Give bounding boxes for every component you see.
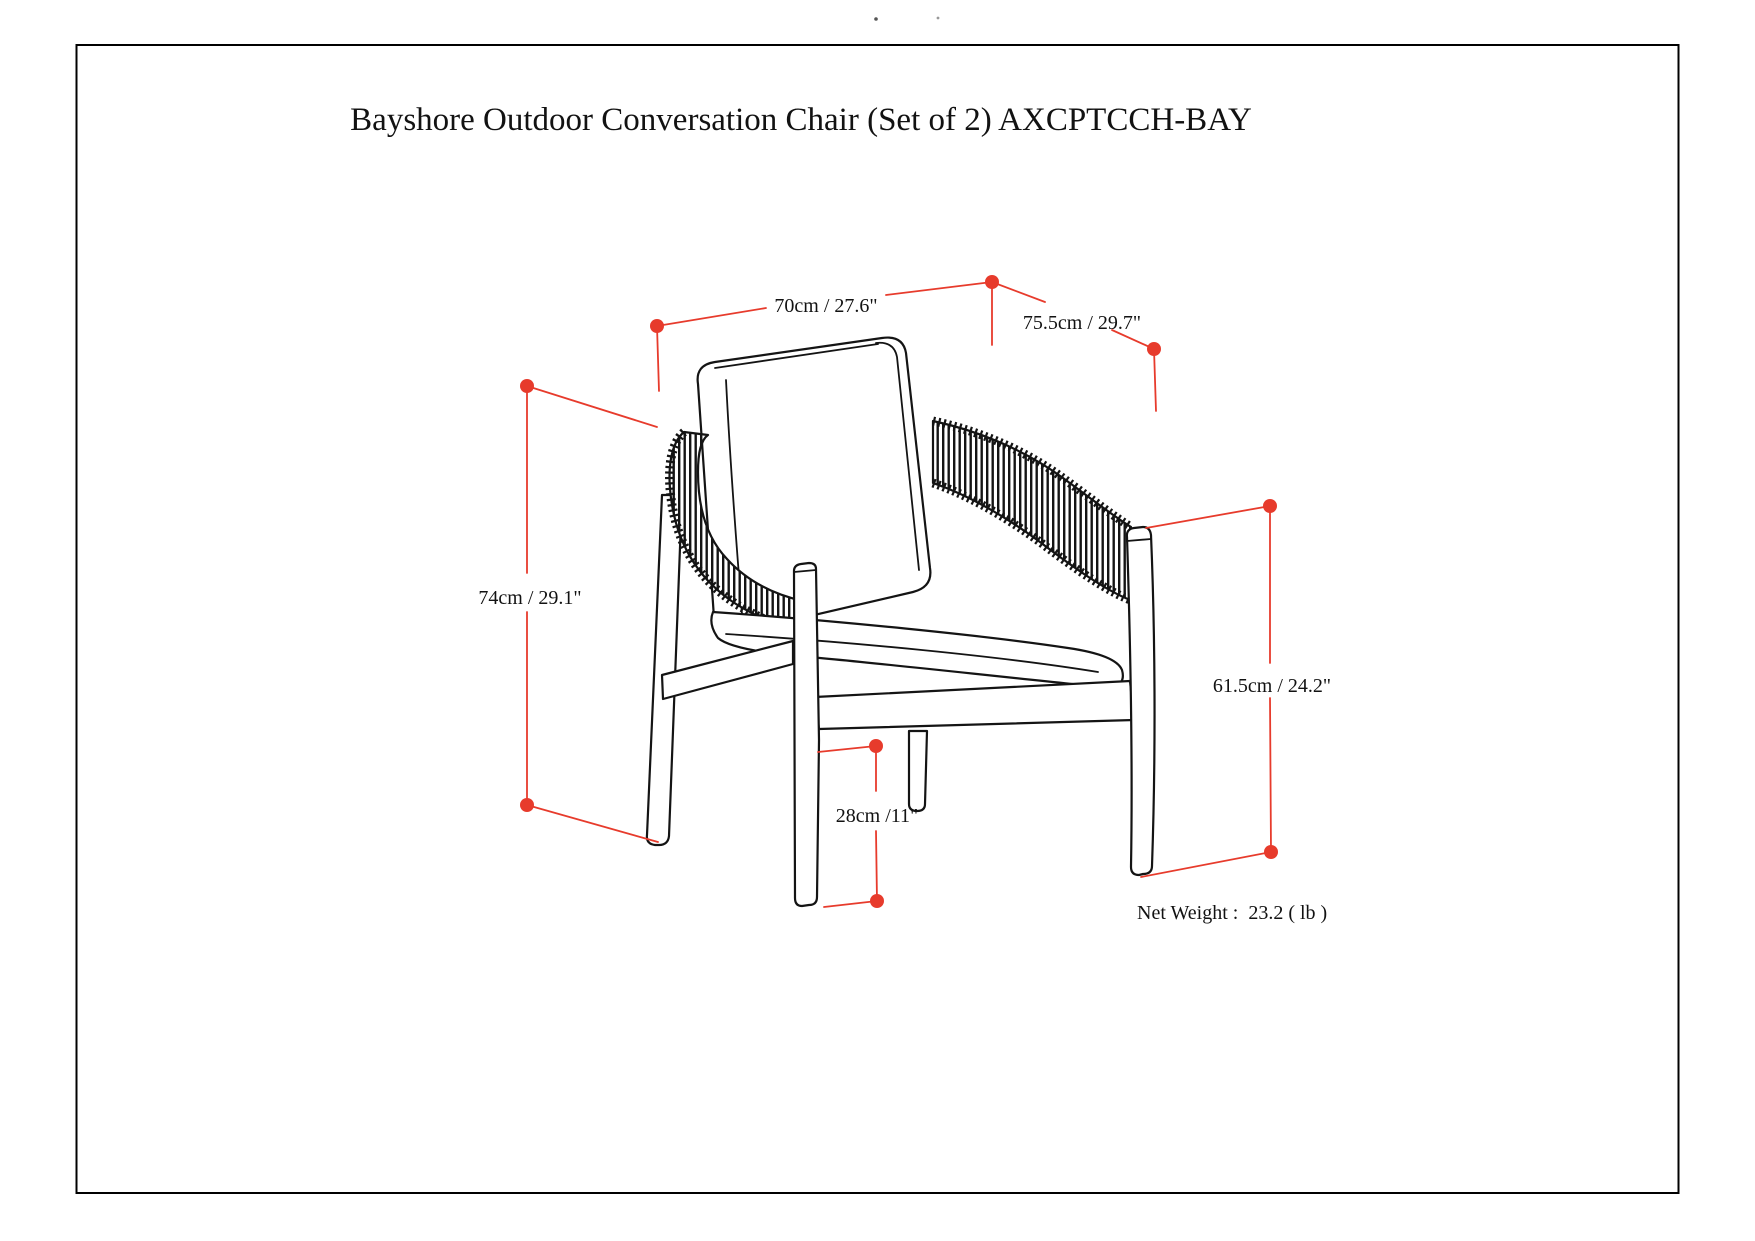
dim-width-leader <box>886 282 992 295</box>
dim-width-extension <box>657 326 659 391</box>
left-side-rail <box>662 641 793 699</box>
dim-point <box>520 379 534 393</box>
dim-seat-height-label: 28cm /11" <box>835 805 919 827</box>
dim-seatheight-leader <box>824 901 877 907</box>
dim-height-leader <box>527 386 657 427</box>
front-apron <box>815 681 1134 729</box>
net-weight-label: Net Weight : 23.2 ( lb ) <box>1137 902 1328 924</box>
dim-armheight-leader <box>1141 852 1271 877</box>
dim-point <box>870 894 884 908</box>
dim-depth-extension <box>1154 349 1156 411</box>
dim-point <box>1147 342 1161 356</box>
dim-point <box>985 275 999 289</box>
dim-point <box>1264 845 1278 859</box>
dim-width-leader <box>657 308 766 326</box>
dim-armheight-line <box>1270 698 1271 852</box>
speck-dot <box>874 17 878 21</box>
dim-armheight-leader <box>1146 506 1270 528</box>
dim-depth-leader <box>992 282 1045 302</box>
rear-left-leg <box>647 495 682 845</box>
page-title: Bayshore Outdoor Conversation Chair (Set of 2) AXCPTCCH-BAY <box>350 102 1252 138</box>
dim-point <box>650 319 664 333</box>
dim-seatheight-line <box>876 831 877 901</box>
dim-point <box>869 739 883 753</box>
dim-arm-height-label: 61.5cm / 24.2" <box>1212 675 1332 697</box>
rear-right-leg <box>909 731 927 811</box>
dim-width-label: 70cm / 27.6" <box>774 295 878 317</box>
speck-dot <box>937 17 940 20</box>
dim-height-label: 74cm / 29.1" <box>478 587 582 609</box>
front-right-leg <box>1127 527 1155 875</box>
front-left-leg <box>794 563 819 906</box>
dim-height-leader <box>527 805 658 842</box>
dim-depth-label: 75.5cm / 29.7" <box>1022 312 1142 334</box>
dim-point <box>520 798 534 812</box>
dim-point <box>1263 499 1277 513</box>
diagram-border <box>77 45 1679 1193</box>
dim-seatheight-leader <box>818 746 876 752</box>
